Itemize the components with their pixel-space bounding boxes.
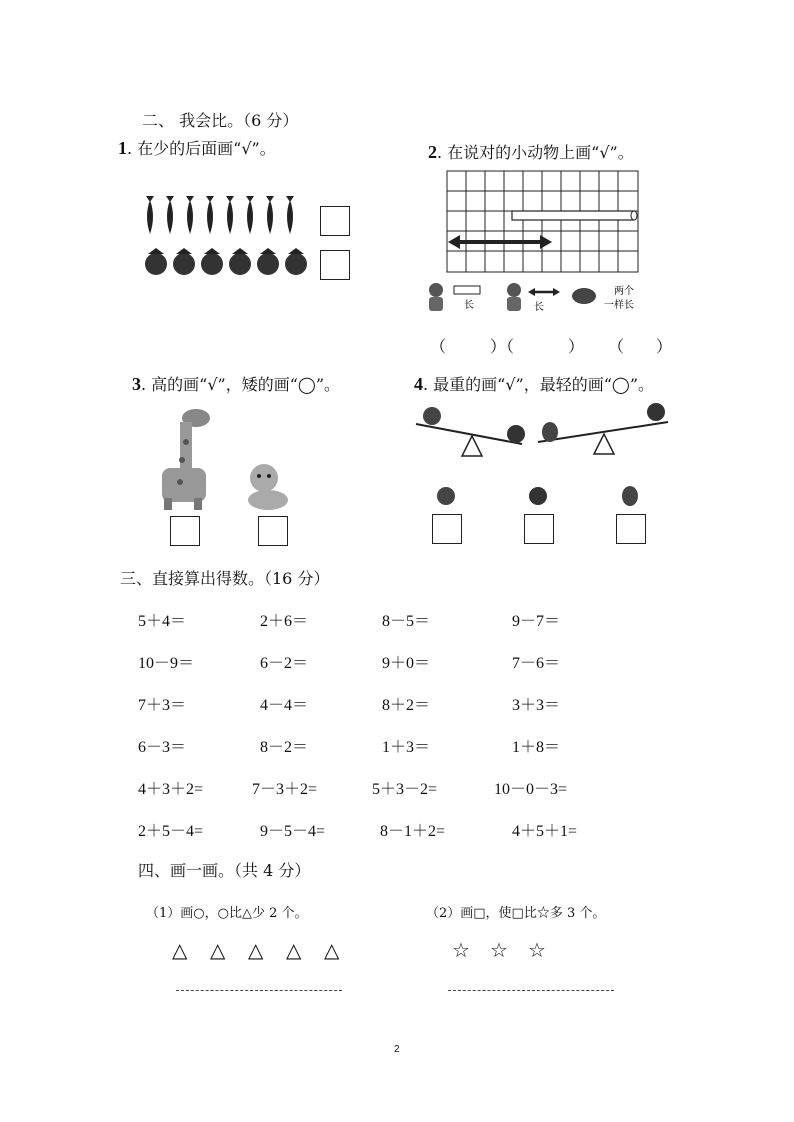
- label-two: 两个: [614, 286, 634, 297]
- star-icon-2: ☆: [490, 938, 508, 962]
- problem-3-2: 4－4＝: [260, 697, 309, 714]
- pear-icon-bottom: [622, 486, 638, 506]
- label-long-1: 长: [464, 300, 474, 311]
- triangle-icon-4: △: [286, 938, 302, 962]
- hedgehog-icon: [572, 288, 596, 304]
- drawing-task-1: （1）画○，○比△少 2 个。: [146, 906, 308, 921]
- drawing-answer-line-1[interactable]: [176, 990, 342, 991]
- problem-6-2: 9－5－4=: [260, 823, 326, 840]
- problem-1-4: 9－7＝: [512, 613, 561, 630]
- problem-3-3: 8＋2＝: [382, 697, 431, 714]
- problem-5-3: 5＋3－2=: [372, 781, 438, 798]
- animal-2-icon: [507, 283, 521, 311]
- problem-6-1: 2＋5－4=: [138, 823, 204, 840]
- problem-3-1: 7＋3＝: [138, 697, 187, 714]
- scale-right: [538, 403, 668, 454]
- question-2: [428, 140, 634, 163]
- star-icon-1: ☆: [452, 938, 470, 962]
- problem-5-4: 10－0－3=: [494, 781, 568, 798]
- apple-icon-2: [647, 403, 665, 421]
- peach-icon: [423, 407, 441, 425]
- section-3-title: 三、直接算出得数。（16 分）: [120, 569, 330, 588]
- answer-box-apple[interactable]: [524, 514, 554, 544]
- question-3-number: 3: [132, 374, 141, 394]
- problem-2-1: 10－9＝: [138, 655, 195, 672]
- giraffe-icon: [162, 409, 210, 510]
- radish-row: [145, 248, 307, 275]
- problem-4-2: 8－2＝: [260, 739, 309, 756]
- problem-3-4: 3＋3＝: [512, 697, 561, 714]
- problem-5-2: 7－3＋2=: [252, 781, 318, 798]
- problem-6-4: 4＋5＋1=: [512, 823, 578, 840]
- problem-2-2: 6－2＝: [260, 655, 309, 672]
- answer-box-carrot[interactable]: [320, 206, 350, 236]
- answer-paren-3-open: （: [608, 337, 625, 356]
- question-4: [414, 372, 654, 395]
- animal-1-icon: [429, 283, 443, 311]
- problem-1-1: 5＋4＝: [138, 613, 187, 630]
- problem-1-3: 8－5＝: [382, 613, 431, 630]
- problem-2-3: 9＋0＝: [382, 655, 431, 672]
- answer-paren-middle: ）（: [490, 337, 515, 356]
- question-3: [132, 372, 340, 395]
- problem-6-3: 8－1＋2=: [380, 823, 446, 840]
- problem-2-4: 7－6＝: [512, 655, 561, 672]
- triangle-icon-5: △: [324, 938, 340, 962]
- double-arrow: [448, 235, 552, 249]
- question-3-text: . 高的画“√”，矮的画“◯”。: [141, 375, 340, 394]
- grid-with-rods: [446, 170, 640, 274]
- apple-icon: [507, 425, 525, 443]
- question-1: [118, 136, 276, 159]
- problem-4-1: 6－3＝: [138, 739, 187, 756]
- answer-paren-3-close: ）: [656, 337, 673, 356]
- problem-5-1: 4＋3＋2=: [138, 781, 204, 798]
- answer-box-giraffe[interactable]: [170, 516, 200, 546]
- problem-1-2: 2＋6＝: [260, 613, 309, 630]
- giraffe-and-dog-picture: [152, 402, 302, 514]
- star-icon-3: ☆: [528, 938, 546, 962]
- drawing-task-2: （2）画□，使□比☆多 3 个。: [426, 906, 606, 921]
- problem-4-4: 1＋8＝: [512, 739, 561, 756]
- question-1-text: . 在少的后面画“√”。: [127, 139, 276, 158]
- drawing-answer-line-2[interactable]: [448, 990, 614, 991]
- peach-icon-bottom: [437, 487, 455, 505]
- label-same-length: 一样长: [604, 300, 634, 311]
- question-2-number: 2: [428, 142, 437, 162]
- balance-scales-picture: [412, 398, 676, 508]
- animal-statements: [422, 280, 658, 320]
- section-2-title: 二、 我会比。（6 分）: [142, 111, 299, 130]
- label-long-2: 长: [534, 302, 544, 313]
- problem-4-3: 1＋3＝: [382, 739, 431, 756]
- answer-box-dog[interactable]: [258, 516, 288, 546]
- question-1-number: 1: [118, 138, 127, 158]
- question-4-text: . 最重的画“√”，最轻的画“◯”。: [423, 375, 654, 394]
- dog-icon: [248, 464, 288, 510]
- section-4-title: 四、画一画。（共 4 分）: [138, 861, 311, 880]
- triangle-icon-2: △: [210, 938, 226, 962]
- question-4-number: 4: [414, 374, 423, 394]
- answer-box-radish[interactable]: [320, 250, 350, 280]
- answer-paren-1-open: （: [430, 337, 447, 356]
- apple-icon-bottom: [529, 487, 547, 505]
- question-2-text: . 在说对的小动物上画“√”。: [437, 143, 634, 162]
- page-number: 2: [394, 1044, 400, 1055]
- carrot-row: [146, 196, 294, 234]
- answer-box-peach[interactable]: [432, 514, 462, 544]
- answer-box-pear[interactable]: [616, 514, 646, 544]
- pear-icon: [542, 422, 558, 442]
- triangle-icon-3: △: [248, 938, 264, 962]
- carrot-radish-picture: [140, 190, 310, 290]
- triangle-icon-1: △: [172, 938, 188, 962]
- answer-paren-2-close: ）: [568, 337, 585, 356]
- scale-left: [416, 407, 525, 456]
- rod: [512, 211, 634, 220]
